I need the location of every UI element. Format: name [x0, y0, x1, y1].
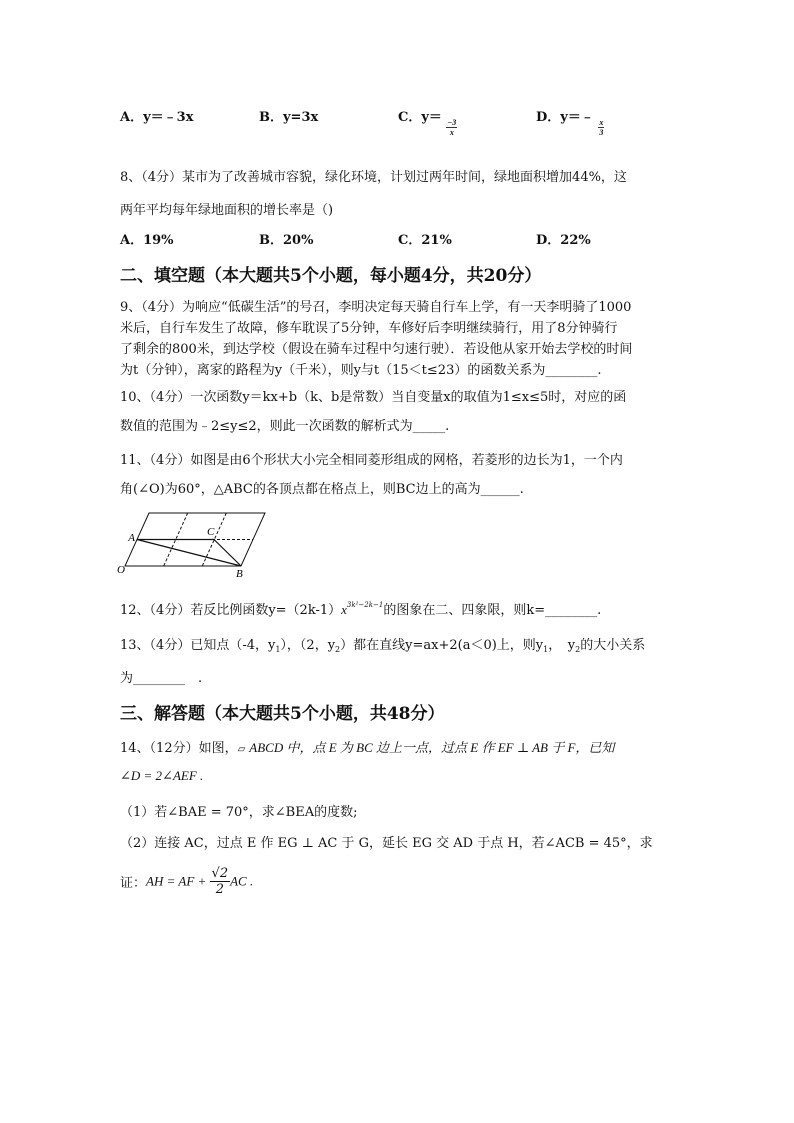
q14-line-1 [120, 737, 614, 756]
q9-line-4: 为t（分钟），离家的路程为y（千米），则y与t（15＜t≤23）的函数关系为________. [120, 363, 602, 378]
fraction [598, 118, 604, 137]
fraction [446, 118, 457, 137]
option-value: y＝ [421, 110, 442, 125]
option-label: D． [536, 110, 561, 125]
numerator: −3 [447, 118, 457, 127]
q7-option-b [259, 106, 318, 125]
q7-option-c [398, 106, 457, 137]
q10-line-1: 10、（4分）一次函数y＝kx+b（k、b是常数）当自变量x的取值为1≤x≤5时，对应的函 [120, 390, 627, 405]
q8-line-1: 8、（4分）某市为了改善城市容貌，绿化环境，计划过两年时间，绿地面积增加44%，这 [120, 170, 627, 185]
subscript: 2 [575, 645, 581, 654]
subscript: 1 [275, 645, 281, 654]
parallelogram-icon: ▱ [237, 744, 246, 755]
q13-text-4: ， y [548, 638, 576, 653]
label-o: O [117, 564, 125, 576]
segment-ab [137, 540, 241, 567]
q9-line-3: 了剩余的800米，到达学校（假设在骑车过程中匀速行驶）．若设他从家开始去学校的时间 [120, 342, 633, 357]
q12-prefix: 12、（4分）若反比例函数y=（2k-1） [120, 603, 342, 618]
q13-text-1: 13、（4分）已知点（-4，y [120, 638, 276, 653]
subscript: 2 [335, 645, 341, 654]
q9-line-2: 米后，自行车发生了故障，修车耽误了5分钟，车修好后李明继续骑行，用了8分钟骑行 [120, 321, 618, 336]
q8-option-b: B．20% [259, 233, 314, 248]
q11-line-1: 11、（4分）如图是由6个形状大小完全相同菱形组成的网格，若菱形的边长为1，一个内 [120, 453, 623, 468]
option-value: y=3x [283, 110, 319, 125]
denominator: x [449, 128, 454, 137]
section-3-title: 三、解答题（本大题共5个小题，共48分） [120, 704, 445, 724]
option-label: C． [398, 110, 422, 125]
q14-proof [120, 866, 253, 897]
q14-part-1: （1）若∠BAE = 70°，求∠BEA的度数; [120, 805, 358, 820]
section-2-title: 二、填空题（本大题共5个小题，每小题4分，共20分） [120, 266, 542, 286]
q12-line [120, 599, 601, 618]
numerator: √2 [211, 866, 229, 881]
proof-equation: AH = AF + [146, 873, 210, 889]
rhombus-grid-figure [115, 505, 275, 580]
subscript: 1 [543, 645, 549, 654]
label-b: B [236, 568, 243, 580]
q14-line-2: ∠D = 2∠AEF . [120, 768, 204, 783]
q12-base: x [341, 602, 347, 617]
q14-part-2: （2）连接 AC，过点 E 作 EG ⊥ AC 于 G，延长 EG 交 AD 于点 H，若∠ACB = 45°，求 [120, 836, 653, 851]
q12-suffix: 的图象在二、四象限，则k=________. [383, 603, 602, 618]
proof-prefix: 证： [120, 876, 147, 891]
q13-text-2: ），（2，y [280, 638, 336, 653]
q9-line-1: 9、（4分）为响应“低碳生活”的号召，李明决定每天骑自行车上学，有一天李明骑了1000 [120, 300, 632, 315]
sqrt2-over-2-fraction [210, 866, 231, 897]
q14-prefix: 14、（12分）如图， [120, 741, 238, 756]
q8-option-d: D．22% [536, 233, 591, 248]
proof-suffix: AC . [230, 873, 254, 889]
q13-line-1 [120, 634, 645, 654]
option-value: y＝﹣ [560, 110, 594, 125]
q13-text-3: ）都在直线y=ax+2(a＜0)上，则y [340, 638, 544, 653]
q7-option-d [536, 106, 604, 137]
q13-text-5: 的大小关系 [580, 638, 646, 653]
label-c: C [207, 526, 215, 538]
denominator: 2 [215, 882, 224, 897]
q8-option-c: C．21% [398, 233, 452, 248]
label-a: A [128, 532, 135, 544]
option-value: y＝﹣3x [143, 110, 194, 125]
numerator: x [599, 118, 604, 127]
option-label: B． [259, 110, 283, 125]
denominator: 3 [599, 128, 604, 137]
q7-option-a [120, 106, 193, 125]
q11-line-2: 角(∠O)为60°，△ABC的各顶点都在格点上，则BC边上的高为______. [120, 482, 524, 497]
q12-exponent: 3k²−2k−1 [346, 601, 384, 609]
q14-statement: ABCD 中，点 E 为 BC 边上一点，过点 E 作 EF ⊥ AB 于 F，已知 [249, 740, 615, 755]
q8-line-2: 两年平均每年绿地面积的增长率是（) [120, 203, 334, 218]
q8-option-a: A．19% [120, 233, 174, 248]
q13-line-2: 为________ . [120, 671, 203, 686]
option-label: A． [120, 110, 144, 125]
q10-line-2: 数值的范围为﹣2≤y≤2，则此一次函数的解析式为_____. [120, 419, 450, 434]
